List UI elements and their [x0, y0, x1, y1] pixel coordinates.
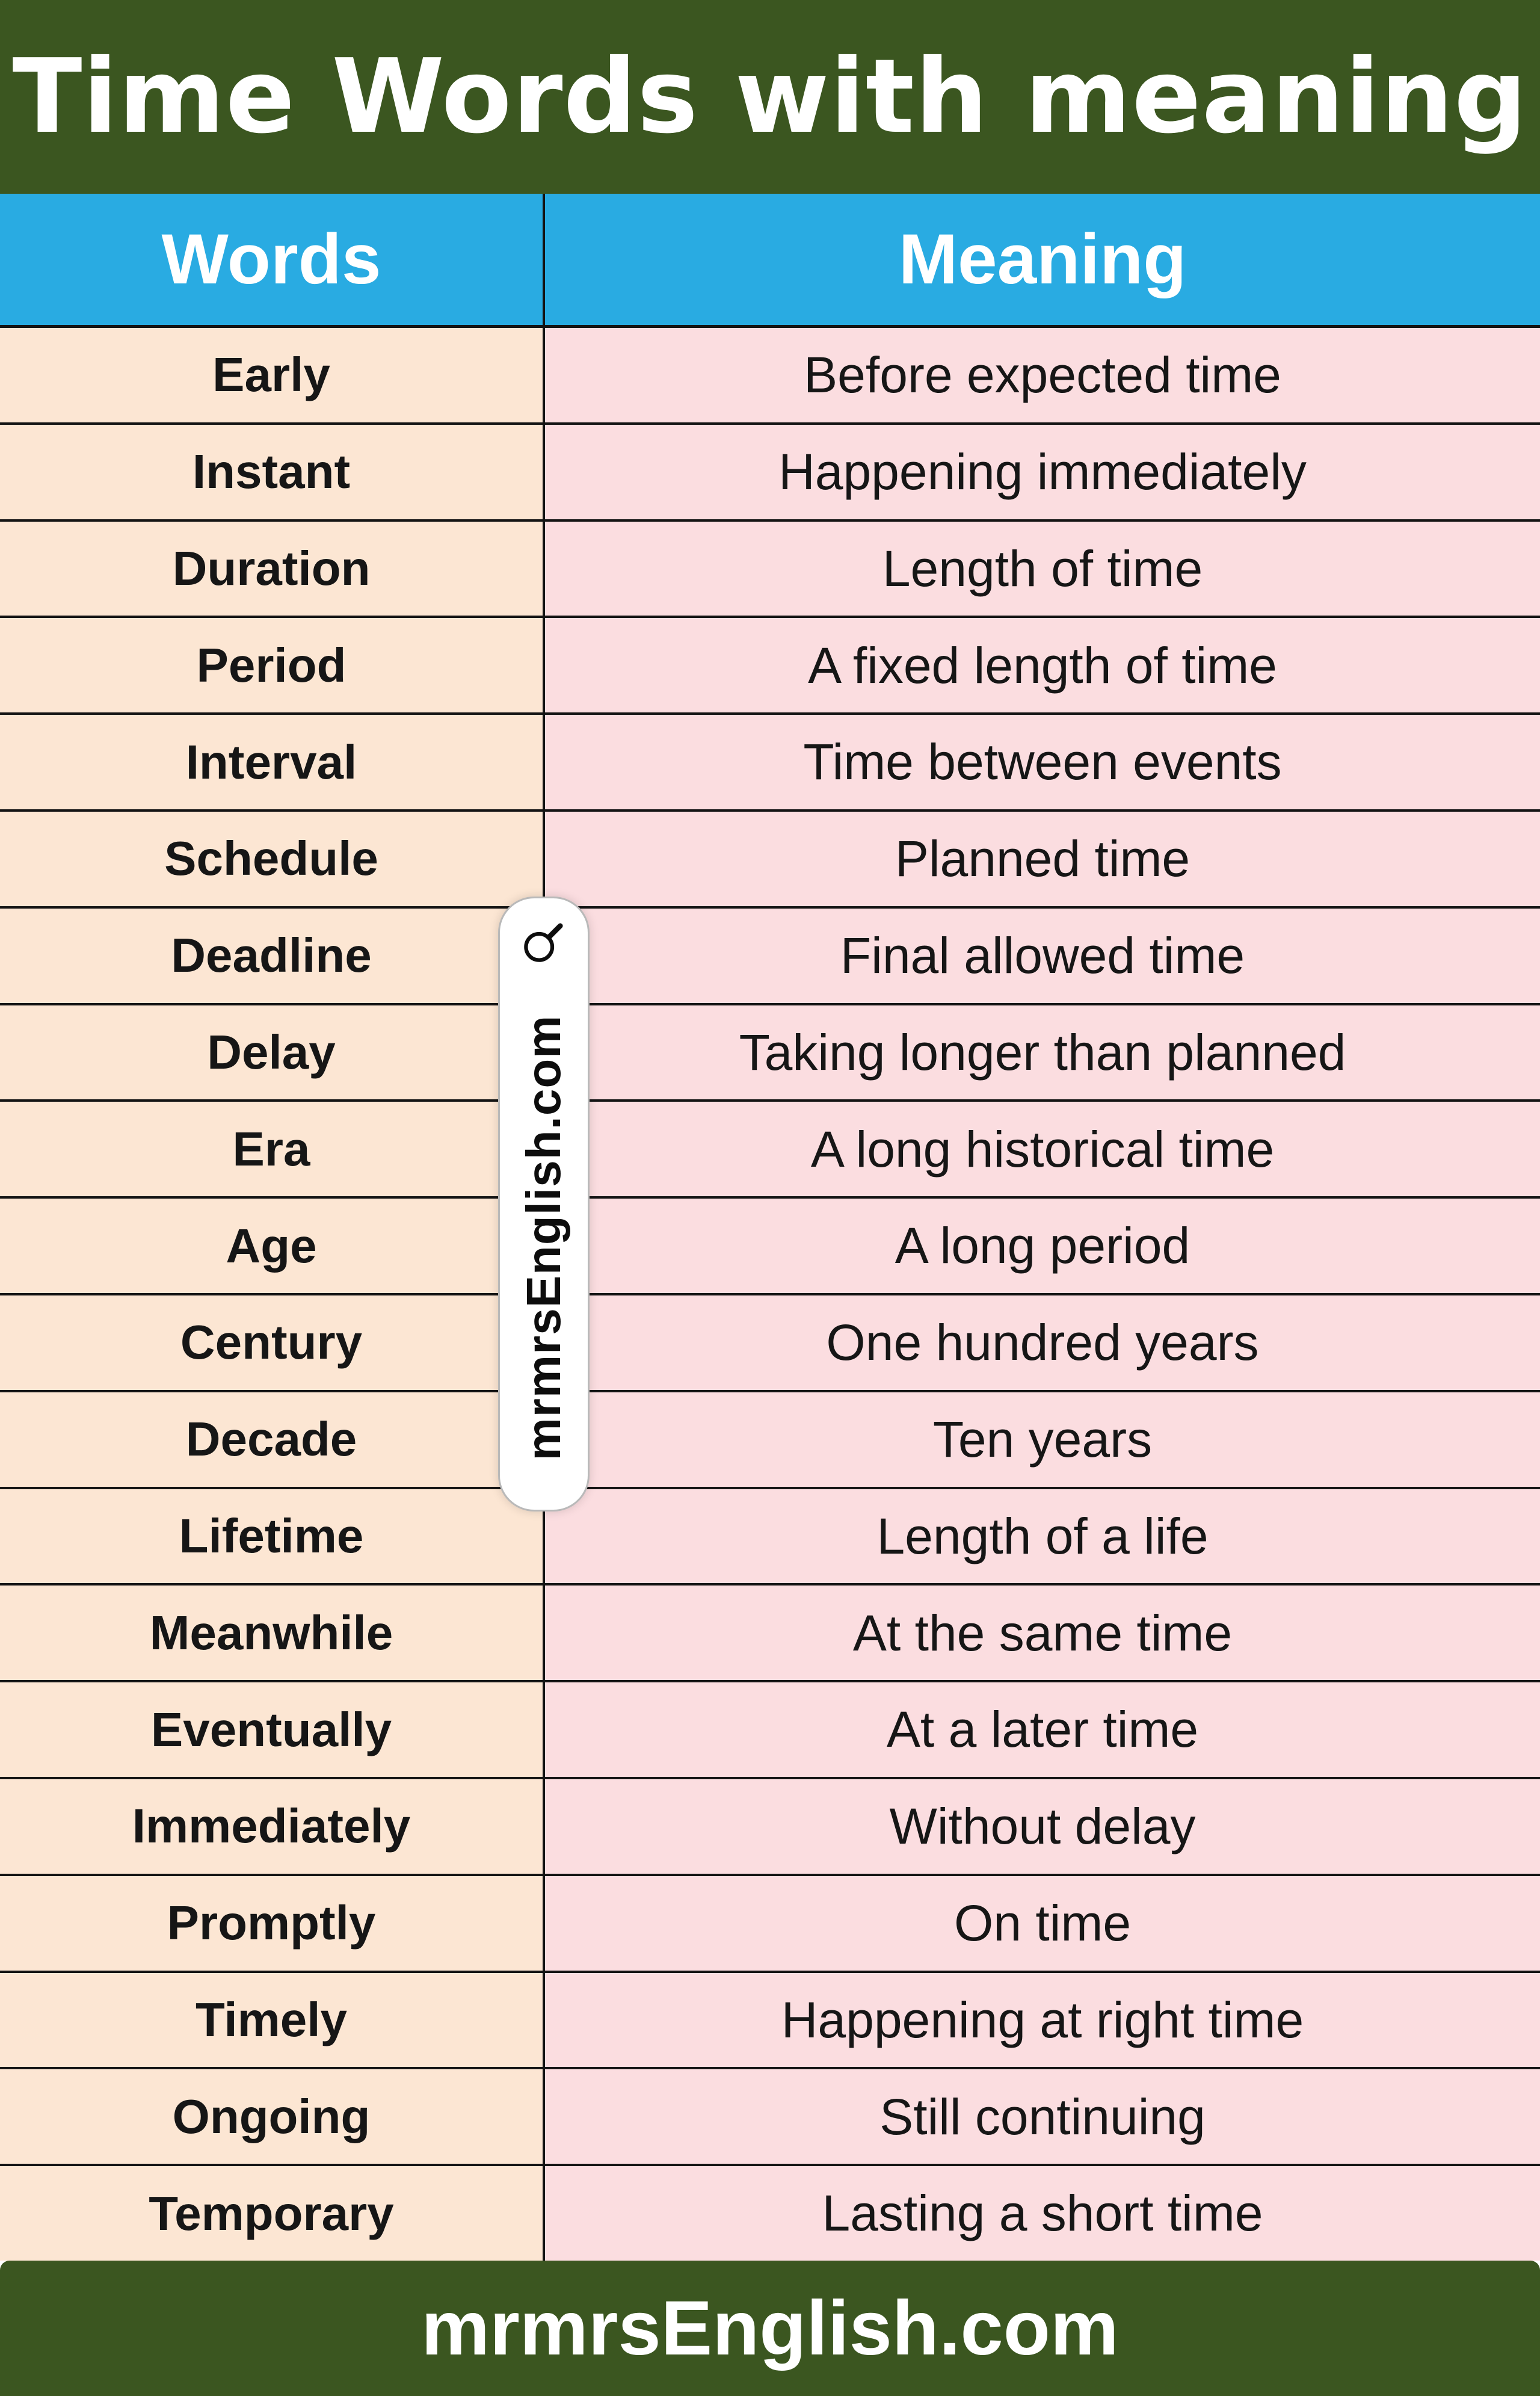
- table-row: [0, 2069, 1540, 2166]
- footer-site-text: mrmrsEnglish.com: [421, 2285, 1119, 2371]
- word-cell: Lifetime: [0, 1489, 545, 1584]
- table-row: [0, 1199, 1540, 1295]
- word-cell: Delay: [0, 1005, 545, 1100]
- table-row: [0, 1585, 1540, 1682]
- table-row: [0, 618, 1540, 715]
- word-cell: Ongoing: [0, 2069, 545, 2164]
- meaning-cell: A long historical time: [545, 1102, 1540, 1196]
- table-header-row: [0, 194, 1540, 328]
- word-cell: Meanwhile: [0, 1585, 545, 1680]
- table-row: [0, 715, 1540, 812]
- table-row: [0, 909, 1540, 1005]
- watermark-text: mrmrsEnglish.com: [517, 1014, 570, 1461]
- watermark-text-area: [500, 966, 588, 1510]
- table-row: [0, 812, 1540, 909]
- table-row: [0, 2166, 1540, 2261]
- meaning-cell: Lasting a short time: [545, 2166, 1540, 2261]
- footer-bar: [0, 2261, 1540, 2396]
- word-cell: Deadline: [0, 909, 545, 1003]
- meaning-cell: Length of a life: [545, 1489, 1540, 1584]
- word-cell: Eventually: [0, 1682, 545, 1777]
- title-bar: [0, 0, 1540, 194]
- table-row: [0, 328, 1540, 425]
- table-row: [0, 1779, 1540, 1876]
- word-cell: Timely: [0, 1973, 545, 2067]
- word-cell: Early: [0, 328, 545, 422]
- table-row: [0, 1682, 1540, 1779]
- meaning-cell: At the same time: [545, 1585, 1540, 1680]
- column-header-words: Words: [0, 194, 545, 325]
- meaning-cell: Length of time: [545, 522, 1540, 616]
- meaning-cell: Time between events: [545, 715, 1540, 809]
- meaning-cell: Ten years: [545, 1392, 1540, 1487]
- meaning-cell: At a later time: [545, 1682, 1540, 1777]
- table-row: [0, 1392, 1540, 1489]
- table-body: [0, 328, 1540, 2261]
- word-cell: Instant: [0, 425, 545, 519]
- column-header-meaning: Meaning: [898, 220, 1187, 299]
- meaning-cell: Happening immediately: [545, 425, 1540, 519]
- word-cell: Decade: [0, 1392, 545, 1487]
- meaning-cell: A fixed length of time: [545, 618, 1540, 712]
- word-cell: Age: [0, 1199, 545, 1293]
- word-cell: Temporary: [0, 2166, 545, 2261]
- meaning-cell: On time: [545, 1876, 1540, 1971]
- meaning-cell: One hundred years: [545, 1295, 1540, 1390]
- meaning-cell: Happening at right time: [545, 1973, 1540, 2067]
- meaning-cell: Before expected time: [545, 328, 1540, 422]
- table-row: [0, 522, 1540, 619]
- table-row: [0, 1489, 1540, 1586]
- word-cell: Period: [0, 618, 545, 712]
- watermark-badge: [498, 897, 590, 1511]
- word-cell: Century: [0, 1295, 545, 1390]
- table-row: [0, 1102, 1540, 1199]
- page-title: Time Words with meaning: [12, 37, 1528, 156]
- meaning-cell: Final allowed time: [545, 909, 1540, 1003]
- table-row: [0, 1973, 1540, 2070]
- word-cell: Schedule: [0, 812, 545, 906]
- table-row: [0, 1295, 1540, 1392]
- meaning-cell: Without delay: [545, 1779, 1540, 1874]
- meaning-cell: Planned time: [545, 812, 1540, 906]
- magnifier-icon: [520, 919, 567, 966]
- word-cell: Interval: [0, 715, 545, 809]
- word-cell: Duration: [0, 522, 545, 616]
- word-cell: Era: [0, 1102, 545, 1196]
- meaning-cell: Still continuing: [545, 2069, 1540, 2164]
- table-row: [0, 425, 1540, 522]
- table-row: [0, 1005, 1540, 1102]
- table-row: [0, 1876, 1540, 1973]
- meaning-cell: Taking longer than planned: [545, 1005, 1540, 1100]
- word-cell: Immediately: [0, 1779, 545, 1874]
- meaning-cell: A long period: [545, 1199, 1540, 1293]
- word-cell: Promptly: [0, 1876, 545, 1971]
